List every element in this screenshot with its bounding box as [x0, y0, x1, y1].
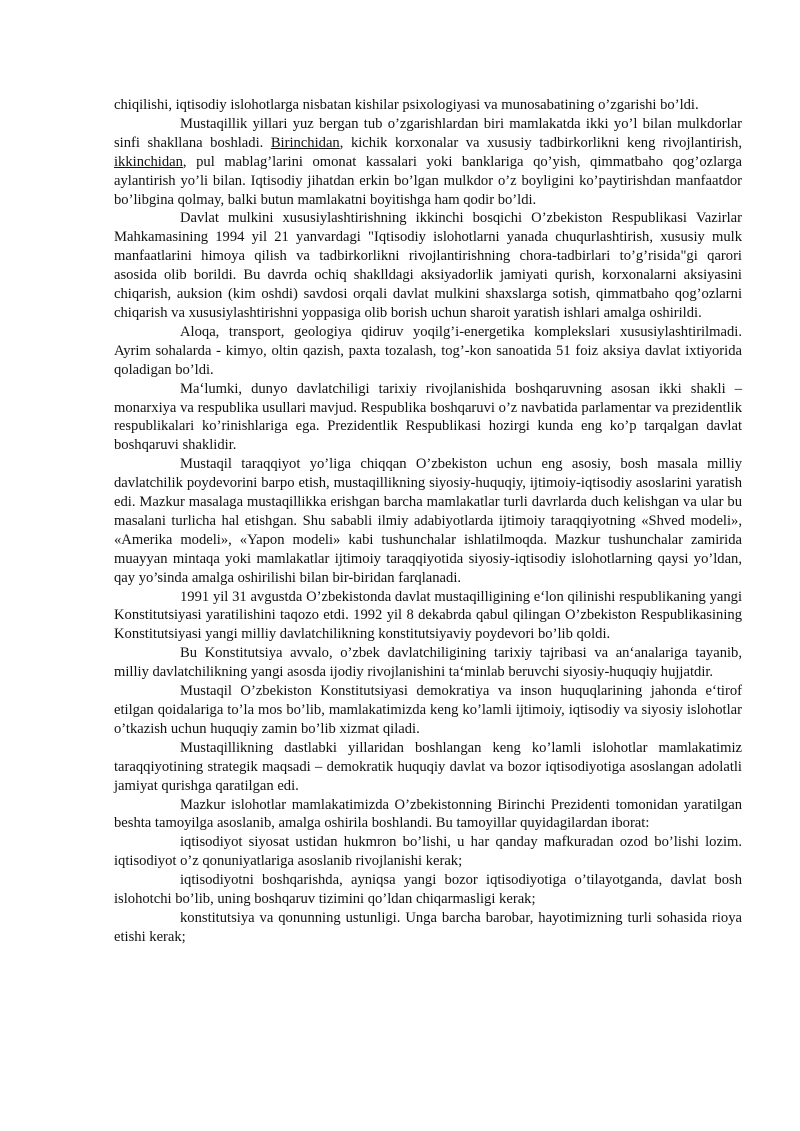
paragraph-text: Ma‘lumki, dunyo davlatchiligi tarixiy rivojlanishida boshqaruvning asosan ikki shakli – monarxiya va respublika usullari mavjud. Respublika boshqaruvi o’z navbatida parlamentar va prezidentlik respublikalari ko’rinishlariga ega. Prezidentlik Respublikasi hozirgi kunda eng ko’p tarqalgan davlat boshqaruvi shaklidir. [114, 380, 742, 454]
paragraph-text: Mustaqillik yillari yuz bergan tub o’zgarishlardan biri mamlakatda ikki yo’l bilan mulkdorlar sinfi shakllana boshladi. [114, 115, 742, 151]
paragraph-text: Mazkur islohotlar mamlakatimizda O’zbekistonning Birinchi Prezidenti tomonidan yaratilgan beshta tamoyilga asoslanib, amalga oshirila boshlandi. Bu tamoyillar quyidagilardan iborat: [114, 796, 742, 832]
body-paragraph [114, 323, 742, 380]
body-paragraph [114, 96, 742, 115]
paragraph-text: Bu Konstitutsiya avvalo, o’zbek davlatchiligining tarixiy tajribasi va an‘analariga tayanib, milliy davlatchilikning yangi asosda ijodiy rivojlanishini ta‘minlab beruvchi siyosiy-huquqiy hujjatdir. [114, 645, 742, 681]
body-paragraph [114, 833, 742, 871]
body-paragraph [114, 380, 742, 456]
paragraph-text: chiqilishi, iqtisodiy islohotlarga nisbatan kishilar psixologiyasi va munosabatining o’zgarishi bo’ldi. [114, 97, 699, 113]
paragraph-text: iqtisodiyotni boshqarishda, ayniqsa yangi bozor iqtisodiyotiga o’tilayotganda, davlat bosh islohotchi bo’lib, uning boshqaruv tizimini qo’ldan chiqarmasligi kerak; [114, 872, 742, 908]
body-paragraph [114, 588, 742, 645]
body-paragraph [114, 682, 742, 739]
paragraph-text: Mustaqil taraqqiyot yo’liga chiqqan O’zbekiston uchun eng asosiy, bosh masala milliy davlatchilik poydevorini barpo etish, mustaqillikning siyosiy-huquqiy, ijtimoiy-iqtisodiy asoslarini yaratish edi. Mazkur masalaga mustaqillikka erishgan barcha mamlakatlar turli davrlarda duch kelishgan va ular bu masalani turlicha hal etishgan. Shu sababli ilmiy adabiyotlarda ijtimoiy taraqqiyotning «Shved modeli», «Amerika modeli», «Yapon modeli» kabi tushunchalar ishlatilmoqda. Mazkur tushunchalar zamirida muayyan mintaqa yoki mamlakatlar ijtimoiy taraqqiyotida siyosiy-iqtisodiy islohotlarning qaysi yo’ldan, qay yo’sinda amalga oshirilishi bilan bir-biridan farqlanadi. [114, 456, 742, 586]
paragraph-text: Aloqa, transport, geologiya qidiruv yoqilg’i-energetika komplekslari xususiylashtirilmadi. Ayrim sohalarda - kimyo, oltin qazish, paxta tozalash, tog’-kon sanoatida 51 foiz aksiya davlat ixtiyorida qoladigan bo’ldi. [114, 323, 742, 378]
body-paragraph [114, 796, 742, 834]
body-paragraph [114, 871, 742, 909]
paragraph-text: Davlat mulkini xususiylashtirishning ikkinchi bosqichi O’zbekiston Respublikasi Vazirlar Mahkamasining 1994 yil 21 yanvardagi "Iqtisodiy islohotlarni yanada chuqurlashtirish, xususiy mulk manfaatlarini himoya qilish va tadbirkorlikni rivojlantirishning chora-tadbirlari to’g’risida"gi qarori asosida olib borildi. Bu davrda ochiq shaklldagi aksiyadorlik jamiyati qurish, korxonalarni aksiyasini chiqarish, auksion (kim oshdi) savdosi orqali davlat mulkini shaxslarga sotish, qimmatbaho qog’ozlarni chiqarish va xususiylashtirishni yoppasiga olib borish uchun sharoit yaratish ishlari amalga oshirildi. [114, 210, 742, 321]
paragraph-text: iqtisodiyot siyosat ustidan hukmron bo’lishi, u har qanday mafkuradan ozod bo’lishi lozim. iqtisodiyot o’z qonuniyatlariga asoslanib rivojlanishi kerak; [114, 834, 742, 870]
paragraph-text: , kichik korxonalar va xususiy tadbirkorlikni keng rivojlantirish, [339, 134, 742, 151]
underlined-term: Birinchidan [270, 134, 340, 151]
body-paragraph [114, 455, 742, 587]
underlined-term: ikkinchidan [114, 153, 183, 170]
paragraph-text: Mustaqil O’zbekiston Konstitutsiyasi demokratiya va inson huquqlarining jahonda e‘tirof etilgan qoidalariga to’la mos bo’lib, mamlakatimizda keng ko’lamli ijtimoiy, iqtisodiy va siyosiy islohotlar o’tkazish uchun huquqiy zamin bo’lib xizmat qiladi. [114, 683, 742, 737]
body-paragraph [114, 739, 742, 796]
body-paragraph [114, 209, 742, 322]
paragraph-text: 1991 yil 31 avgustda O’zbekistonda davlat mustaqilligining e‘lon qilinishi respublikaning yangi Konstitutsiyasi yaratilishini taqozo etdi. 1992 yil 8 dekabrda qabul qilingan O’zbekiston Respublikasining Konstitutsiyasi yangi milliy davlatchilikning konstitutsiyaviy poydevori bo’lib qoldi. [114, 588, 742, 643]
body-paragraph [114, 644, 742, 682]
document-page [114, 96, 742, 947]
paragraph-text: , pul mablag’larini omonat kassalari yoki banklariga qo’yish, qimmatbaho qog’ozlarga aylantirish yo’li bilan. Iqtisodiy jihatdan erkin bo’lgan mulkdor o’z boyligini ko’paytirishdan manfaatdor bo’libgina qolmay, balki butun mamlakatni boyitishga ham qodir bo’ldi. [114, 153, 742, 208]
paragraph-text: Mustaqillikning dastlabki yillaridan boshlangan keng ko’lamli islohotlar mamlakatimiz taraqqiyotining strategik maqsadi – demokratik huquqiy davlat va bozor iqtisodiyotiga asoslangan adolatli jamiyat qurishga qaratilgan edi. [114, 739, 742, 794]
body-paragraph [114, 115, 742, 210]
paragraph-text: konstitutsiya va qonunning ustunligi. Unga barcha barobar, hayotimizning turli sohasida rioya etishi kerak; [114, 909, 742, 945]
body-paragraph [114, 909, 742, 947]
